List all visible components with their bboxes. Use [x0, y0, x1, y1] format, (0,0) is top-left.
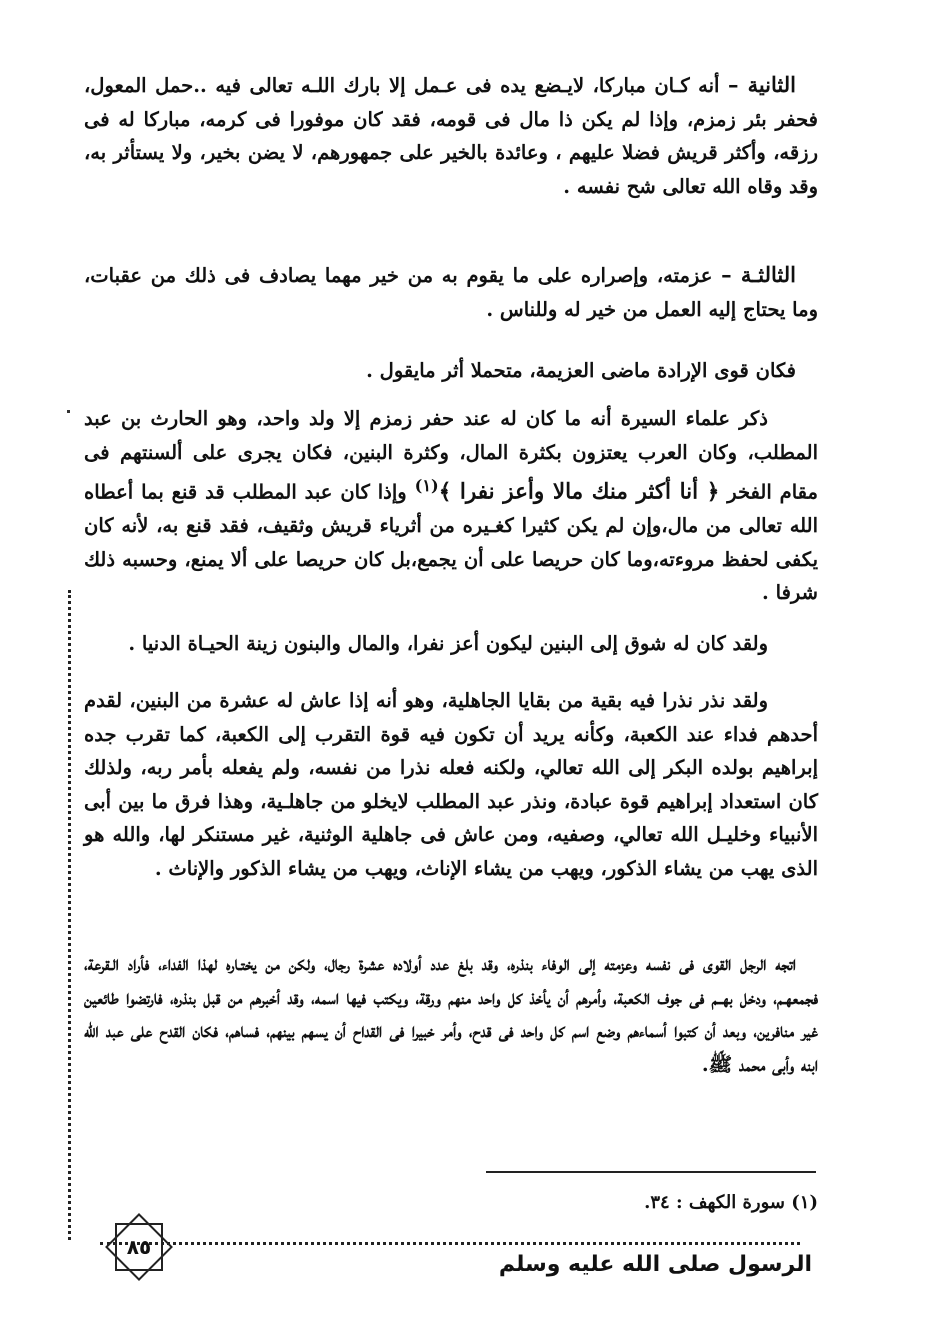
paragraph-5: [84, 627, 818, 661]
paragraph-4: [84, 402, 818, 610]
paragraph-text: ولقد كان له شوق إلى البنين ليكون أعز نفرا، والمال والبنون زينة الحيـاة الدنيا .: [128, 632, 768, 655]
paragraph-text: ذكر علماء السيرة أنه ما كان له عند حفر زمزم إلا ولد واحد، وهو الحارث بن عبد المطلب، وكان العرب يعتزون بكثرة المال، وكثرة البنين، فكان يجرى على ألسنتهم فى مقام الفخر: [84, 407, 818, 504]
running-title: الرسول صلى الله عليه وسلم: [498, 1252, 812, 1277]
footnote-rule: [486, 1171, 816, 1173]
quran-quote: ﴿ أنا أكثر منك مالا وأعز نفرا ﴾: [438, 479, 720, 505]
paragraph-text: عزمته، وإصراره على ما يقوم به من خير مهما يصادف فى ذلك من عقبات، وما يحتاج إليه العمل من خير له وللناس .: [84, 264, 818, 321]
paragraph-text: ولقد نذر نذرا فيه بقية من بقايا الجاهلية، وهو أنه إذا عاش له عشرة من البنين، لقدم أحدهم فداء عند الكعبة، وكأنه يريد أن تكون فيه قوة التقرب إلى الكعبة، كما تقرب جده إبراهيم بولده البكر إلى الله تعالي، ولكنه فعله نذرا من نفسه، ولم يفعله بأمر ربه، ولذلك كان استعداد إبراهيم قوة عبادة، ونذر عبد المطلب لايخلو من جاهلـية، وهذا فرق ما بين أبى الأنبياء وخليـل الله تعالي، وصفيه، ومن عاش فى جاهلية الوثنية، غير مستنكر لها، والله هو الذى يهب من يشاء الذكور، ويهب من يشاء الإناث، ويهب من يشاء الذكور والإناث .: [84, 689, 818, 880]
bottom-dotted-border: [100, 1242, 800, 1245]
page-number: ٨٥: [126, 1235, 152, 1259]
paragraph-lead: الثالثـة –: [721, 262, 796, 287]
page-number-badge: [100, 1208, 178, 1286]
paragraph-6: [84, 684, 818, 885]
left-dotted-border: [68, 590, 71, 1240]
paragraph-text: وإذا كان عبد المطلب قد قنع بما أعطاه الله تعالى من مال،وإن لم يكن كثيرا كغـيره من أثرياء قريش وثقيف، فقد قنع به، لأنه كان يكفى لحفظ مروءته،وما كان حريصا على أن يجمع،بل كان حريصا على ألا يمنع، وحسبه ذلك شرفا .: [84, 480, 818, 604]
footnote-ref: (١): [414, 476, 439, 495]
paragraph-7: [84, 947, 818, 1081]
paragraph-2: [84, 258, 818, 326]
paragraph-text: فكان قوى الإرادة ماضى العزيمة، متحملا أثر مايقول .: [366, 359, 796, 382]
paragraph-3: [84, 354, 818, 388]
paragraph-text: اتجه الرجل القوى فى نفسه وعزمته إلى الوفاء بنذره، وقد بلغ عدد أولاده عشرة رجال، ولكن من يختـاره لهذا الفداء، فأراد الـقرعة، فجمعهـم، ودخل بهــم فى جوف الكعبة، وأمرهم أن يأخذ كل واحد منهم ورقة، ويكتب فيها اسمه، وقد أخبرهم من قبل بنذره، فارتضوا طائعين غير منافرين، وبعد أن كتبوا أسماءهم وضع اسم كل واحد فى قدح، وأمر خبيرا فى القداح أن يسهم بينهم، فساهم، فكان القدح على عبد الله ابنه وأبى محمد ﷺ.: [84, 952, 818, 1076]
margin-dot: [67, 410, 70, 413]
paragraph-text: أنه كـان مباركا، لايـضع يده فى عـمل إلا بارك اللـه تعالى فيه ..حمل المعول، فحفر بئر زمزم، وإذا لم يكن ذا مال فى قومه، فقد كان موفورا فى كرمه، مباركا له فى رزقه، وأكثر قريش فضلا عليهم ، وعائدة بالخير على جمهورهم، لا يضن بخير، ولا يستأثر به، وقد وقاه الله تعالى شح نفسه .: [84, 74, 818, 198]
paragraph-1: [84, 68, 818, 203]
footnote: (١) سورة الكهف : ٣٤.: [644, 1192, 818, 1213]
paragraph-lead: الثانية –: [728, 72, 796, 97]
